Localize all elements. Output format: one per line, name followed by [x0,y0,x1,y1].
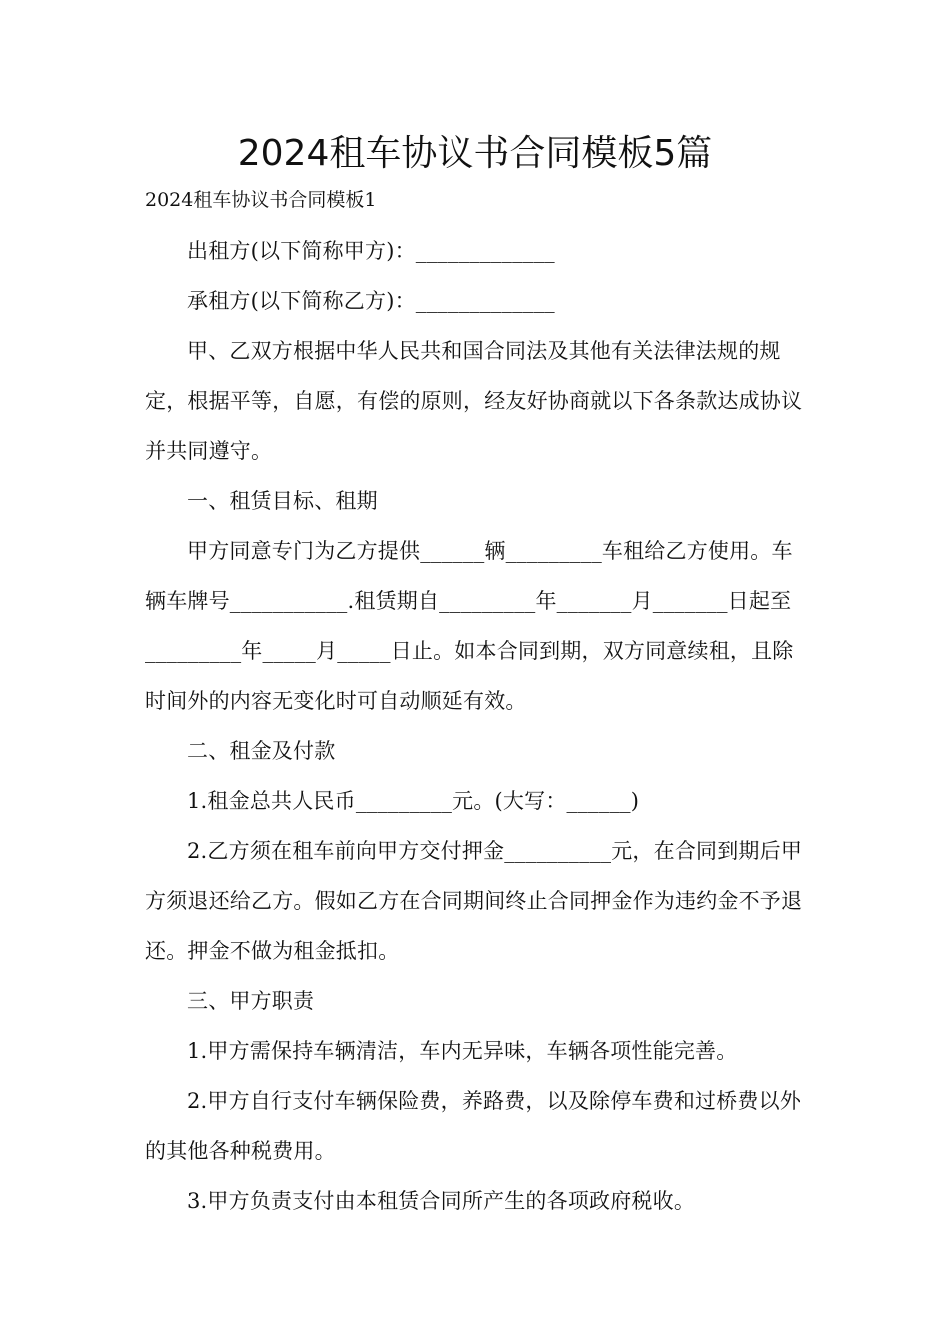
section-heading-3: 三、甲方职责 [187,989,315,1013]
section-heading-1: 一、租赁目标、租期 [187,489,378,513]
lessor-duty-1: 1.甲方需保持车辆清洁，车内无异味，车辆各项性能完善。 [187,1039,738,1063]
document-title: 2024租车协议书合同模板5篇 [237,133,713,174]
preamble-paragraph: 甲、乙双方根据中华人民共和国合同法及其他有关法律法规的规定，根据平等，自愿，有偿的原则，经友好协商就以下各条款达成协议并共同遵守。 [145,339,803,463]
rent-clause-1: 1.租金总共人民币_________元。(大写：______) [187,789,640,813]
document-subtitle: 2024租车协议书合同模板1 [145,189,377,211]
lessor-duty-3: 3.甲方负责支付由本租赁合同所产生的各项政府税收。 [187,1189,696,1213]
lessee-line: 承租方(以下简称乙方)：_____________ [187,289,555,313]
section-heading-2: 二、租金及付款 [187,739,336,763]
lessor-line: 出租方(以下简称甲方)：_____________ [187,239,555,263]
lease-term-paragraph: 甲方同意专门为乙方提供______辆_________车租给乙方使用。车辆车牌号___________.租赁期自_________年_______月_______日起至_________年_____月_____日止。如本合同到期，双方同意续租，且除时间外的内容无变化时可自动顺延有效。 [145,539,794,713]
lessor-duty-2: 2.甲方自行支付车辆保险费，养路费，以及除停车费和过桥费以外的其他各种税费用。 [145,1089,802,1163]
rent-clause-2: 2.乙方须在租车前向甲方交付押金__________元，在合同到期后甲方须退还给乙方。假如乙方在合同期间终止合同押金作为违约金不予退还。押金不做为租金抵扣。 [145,839,803,963]
